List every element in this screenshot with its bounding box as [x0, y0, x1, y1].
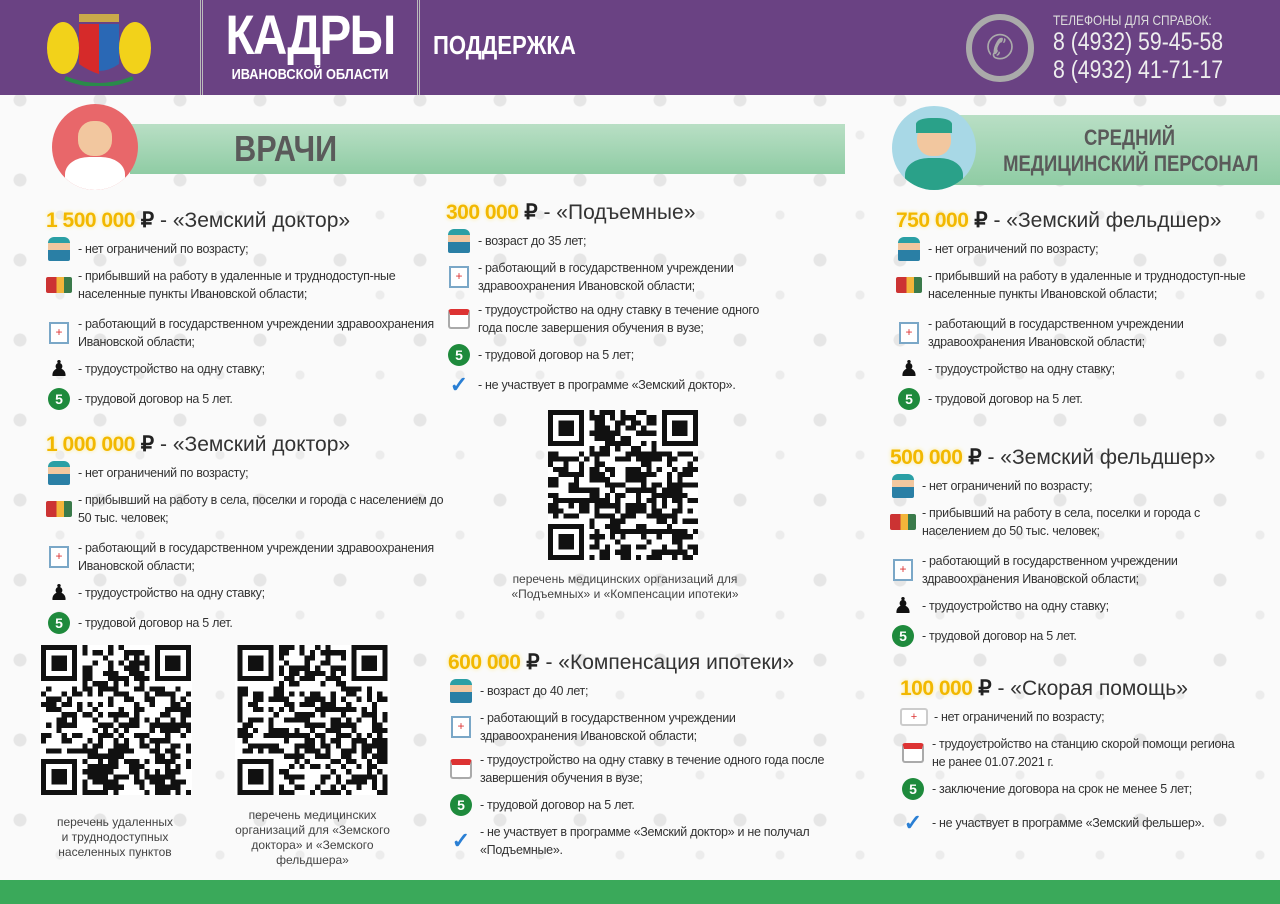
- qr-code-remote-settlements[interactable]: [40, 645, 192, 795]
- five-icon: 5: [900, 777, 926, 801]
- benefit-title: [46, 208, 446, 233]
- benefit-amount: 600 000: [448, 651, 521, 674]
- requirement-item: [448, 709, 828, 745]
- five-icon: 5: [46, 611, 72, 635]
- requirement-text: - трудоустройство на одну ставку;: [78, 586, 265, 600]
- requirement-text: - трудовой договор на 5 лет.: [928, 392, 1083, 406]
- program-name: - «Земский фельдшер»: [993, 209, 1222, 232]
- requirement-text: - трудовой договор на 5 лет.: [922, 629, 1077, 643]
- requirement-item: [900, 777, 1240, 801]
- requirement-text: - нет ограничений по возрасту;: [934, 710, 1105, 724]
- program-name: - «Скорая помощь»: [997, 677, 1188, 700]
- requirement-item: [890, 474, 1240, 498]
- brand-title: КАДРЫ: [225, 3, 395, 66]
- hospital-icon: +: [446, 265, 472, 289]
- benefit-amount: 750 000: [896, 209, 969, 232]
- requirement-item: [46, 581, 446, 605]
- benefit-block: [46, 432, 446, 641]
- requirement-text: - прибывший на работу в села, поселки и города с населением до 50 тыс. человек;: [78, 493, 444, 525]
- check-icon: ✓: [449, 372, 469, 397]
- qr-caption: перечень медицинских организаций для «Подъемных» и «Компенсации ипотеки»: [511, 572, 739, 601]
- benefit-title: [900, 676, 1240, 701]
- phone-contacts: [1053, 12, 1253, 84]
- program-name: - «Компенсация ипотеки»: [545, 651, 795, 674]
- requirement-text: - нет ограничений по возрасту;: [922, 479, 1093, 493]
- requirement-item: [46, 387, 446, 411]
- benefit-block: [900, 676, 1240, 841]
- requirement-text: - нет ограничений по возрасту;: [78, 242, 249, 256]
- benefit-title: [46, 432, 446, 457]
- doctor-icon: [896, 237, 922, 261]
- qr-code-zemsky-orgs[interactable]: [235, 645, 390, 795]
- person-icon: ♟: [49, 580, 69, 605]
- phone-icon: ✆: [966, 14, 1034, 82]
- currency-symbol: ₽: [524, 201, 538, 224]
- program-name: - «Подъемные»: [543, 201, 696, 224]
- person-icon: ♟: [899, 356, 919, 381]
- program-name: - «Земский доктор»: [160, 433, 351, 456]
- benefit-block: [448, 650, 828, 865]
- requirement-item: [890, 504, 1240, 540]
- coat-of-arms-logo: [45, 8, 153, 86]
- requirement-text: - трудоустройство на одну ставку в течение одного года после завершения обучения в вузе;: [478, 303, 760, 335]
- requirement-item: [448, 679, 828, 703]
- header: [0, 0, 1280, 95]
- requirement-text: - трудоустройство на одну ставку в течение одного года после завершения обучения в вузе;: [480, 753, 825, 785]
- qr-code-mortgage-orgs[interactable]: [548, 410, 698, 560]
- requirement-text: - работающий в государственном учреждении здравоохранения Ивановской области;: [480, 711, 736, 743]
- doctor-icon: [448, 679, 474, 703]
- requirement-text: - трудоустройство на одну ставку;: [922, 599, 1109, 613]
- phone-number[interactable]: 8 (4932) 41-71-17: [1053, 56, 1224, 84]
- benefit-title: [448, 650, 828, 675]
- requirement-text: - заключение договора на срок не менее 5 лет;: [932, 782, 1192, 796]
- village-icon: [46, 497, 72, 521]
- calendar-icon: [448, 757, 474, 781]
- requirement-item: [46, 611, 446, 635]
- benefit-amount: 1 500 000: [46, 209, 135, 232]
- hospital-icon: +: [890, 558, 916, 582]
- requirement-item: [446, 229, 786, 253]
- requirement-text: - не участвует в программе «Земский фельшер».: [932, 816, 1205, 830]
- five-icon: 5: [46, 387, 72, 411]
- requirement-item: [900, 735, 1240, 771]
- requirement-text: - не участвует в программе «Земский доктор».: [478, 378, 736, 392]
- benefit-title: [446, 200, 786, 225]
- currency-symbol: ₽: [140, 209, 155, 232]
- requirement-item: [46, 461, 446, 485]
- requirement-item: [446, 301, 786, 337]
- village-icon: [896, 273, 922, 297]
- doctor-icon: [46, 237, 72, 261]
- requirement-item: [448, 793, 828, 817]
- requirement-item: [446, 343, 786, 367]
- requirement-item: [896, 315, 1246, 351]
- qr-pattern: [40, 645, 192, 795]
- currency-symbol: ₽: [974, 209, 988, 232]
- requirement-item: [890, 594, 1240, 618]
- benefit-block: [896, 208, 1246, 417]
- calendar-icon: [900, 741, 926, 765]
- doctor-avatar-icon: [52, 104, 138, 190]
- benefit-title: [896, 208, 1246, 233]
- check-icon: ✓: [451, 828, 471, 853]
- five-icon: 5: [446, 343, 472, 367]
- currency-symbol: ₽: [526, 651, 540, 674]
- requirement-item: [896, 387, 1246, 411]
- requirement-text: - работающий в государственном учреждении здравоохранения Ивановской области;: [78, 317, 434, 349]
- nurses-heading-line: МЕДИЦИНСКИЙ ПЕРСОНАЛ: [1003, 151, 1259, 176]
- requirement-text: - работающий в государственном учреждении здравоохранения Ивановской области;: [922, 554, 1178, 586]
- brand-subtitle: ИВАНОВСКОЙ ОБЛАСТИ: [231, 66, 389, 83]
- requirement-item: [900, 811, 1240, 835]
- requirement-item: [46, 491, 446, 527]
- requirement-item: [896, 237, 1246, 261]
- requirement-item: [46, 357, 446, 381]
- qr-caption: перечень медицинских организаций для «Земского доктора» и «Земского фельдшера»: [235, 808, 390, 867]
- five-icon: 5: [890, 624, 916, 648]
- requirement-text: - трудоустройство на станцию скорой помощи региона не ранее 01.07.2021 г.: [932, 737, 1235, 769]
- requirement-text: - работающий в государственном учреждении здравоохранения Ивановской области;: [478, 261, 734, 293]
- hospital-icon: +: [46, 545, 72, 569]
- requirement-item: [46, 539, 446, 575]
- ambulance-icon: +: [900, 705, 928, 729]
- village-icon: [46, 273, 72, 297]
- check-icon: ✓: [903, 810, 923, 835]
- requirement-item: [446, 259, 786, 295]
- requirement-item: [446, 373, 786, 397]
- currency-symbol: ₽: [140, 433, 155, 456]
- currency-symbol: ₽: [978, 677, 992, 700]
- hospital-icon: +: [448, 715, 474, 739]
- requirement-item: [890, 624, 1240, 648]
- benefit-block: [890, 445, 1240, 654]
- requirement-text: - работающий в государственном учреждении здравоохранения Ивановской области;: [78, 541, 434, 573]
- requirement-text: - нет ограничений по возрасту;: [928, 242, 1099, 256]
- hospital-icon: +: [896, 321, 922, 345]
- village-icon: [890, 510, 916, 534]
- benefit-title: [890, 445, 1240, 470]
- benefit-block: [46, 208, 446, 417]
- qr-pattern: [235, 645, 390, 795]
- requirement-text: - нет ограничений по возрасту;: [78, 466, 249, 480]
- doctor-icon: [890, 474, 916, 498]
- benefit-amount: 500 000: [890, 446, 963, 469]
- doctors-banner: [130, 124, 845, 174]
- requirement-item: [448, 823, 828, 859]
- requirement-item: [896, 267, 1246, 303]
- nurses-heading-line: СРЕДНИЙ: [1083, 125, 1176, 150]
- benefit-amount: 100 000: [900, 677, 973, 700]
- doctors-heading: ВРАЧИ: [234, 128, 338, 169]
- phones-label: ТЕЛЕФОНЫ ДЛЯ СПРАВОК:: [1053, 12, 1212, 28]
- nurses-banner: [935, 115, 1280, 185]
- section-title: ПОДДЕРЖКА: [433, 30, 576, 60]
- requirement-text: - прибывший на работу в удаленные и труднодоступ-ные населенные пункты Ивановской области;: [928, 269, 1246, 301]
- footer-bar: [0, 880, 1280, 904]
- requirement-text: - возраст до 35 лет;: [478, 234, 587, 248]
- requirement-item: [890, 552, 1240, 588]
- requirement-text: - трудовой договор на 5 лет.: [78, 392, 233, 406]
- qr-caption: перечень удаленных и труднодоступных населенных пунктов: [56, 815, 174, 859]
- five-icon: 5: [896, 387, 922, 411]
- qr-pattern: [548, 410, 698, 560]
- requirement-item: [900, 705, 1240, 729]
- doctor-icon: [446, 229, 472, 253]
- requirement-text: - прибывший на работу в села, поселки и города с населением до 50 тыс. человек;: [922, 506, 1200, 538]
- calendar-icon: [446, 307, 472, 331]
- requirement-text: - прибывший на работу в удаленные и труднодоступ-ные населенные пункты Ивановской области;: [78, 269, 396, 301]
- person-icon: ♟: [49, 356, 69, 381]
- brand-logo: [200, 0, 420, 95]
- program-name: - «Земский фельдшер»: [987, 446, 1216, 469]
- requirement-text: - трудовой договор на 5 лет.: [480, 798, 635, 812]
- benefit-amount: 1 000 000: [46, 433, 135, 456]
- requirement-text: - трудоустройство на одну ставку;: [928, 362, 1115, 376]
- five-icon: 5: [448, 793, 474, 817]
- phone-number[interactable]: 8 (4932) 59-45-58: [1053, 28, 1224, 56]
- requirement-text: - не участвует в программе «Земский доктор» и не получал «Подъемные».: [480, 825, 810, 857]
- requirement-text: - трудовой договор на 5 лет.: [78, 616, 233, 630]
- requirement-item: [46, 267, 446, 303]
- requirement-text: - трудоустройство на одну ставку;: [78, 362, 265, 376]
- requirement-item: [46, 237, 446, 261]
- nurse-avatar-icon: [892, 106, 976, 190]
- doctor-icon: [46, 461, 72, 485]
- benefit-block: [446, 200, 786, 403]
- currency-symbol: ₽: [968, 446, 982, 469]
- benefit-amount: 300 000: [446, 201, 519, 224]
- requirement-item: [896, 357, 1246, 381]
- requirement-text: - возраст до 40 лет;: [480, 684, 589, 698]
- requirement-item: [448, 751, 828, 787]
- hospital-icon: +: [46, 321, 72, 345]
- requirement-item: [46, 315, 446, 351]
- requirement-text: - работающий в государственном учреждении здравоохранения Ивановской области;: [928, 317, 1184, 349]
- requirement-text: - трудовой договор на 5 лет;: [478, 348, 634, 362]
- person-icon: ♟: [893, 593, 913, 618]
- program-name: - «Земский доктор»: [160, 209, 351, 232]
